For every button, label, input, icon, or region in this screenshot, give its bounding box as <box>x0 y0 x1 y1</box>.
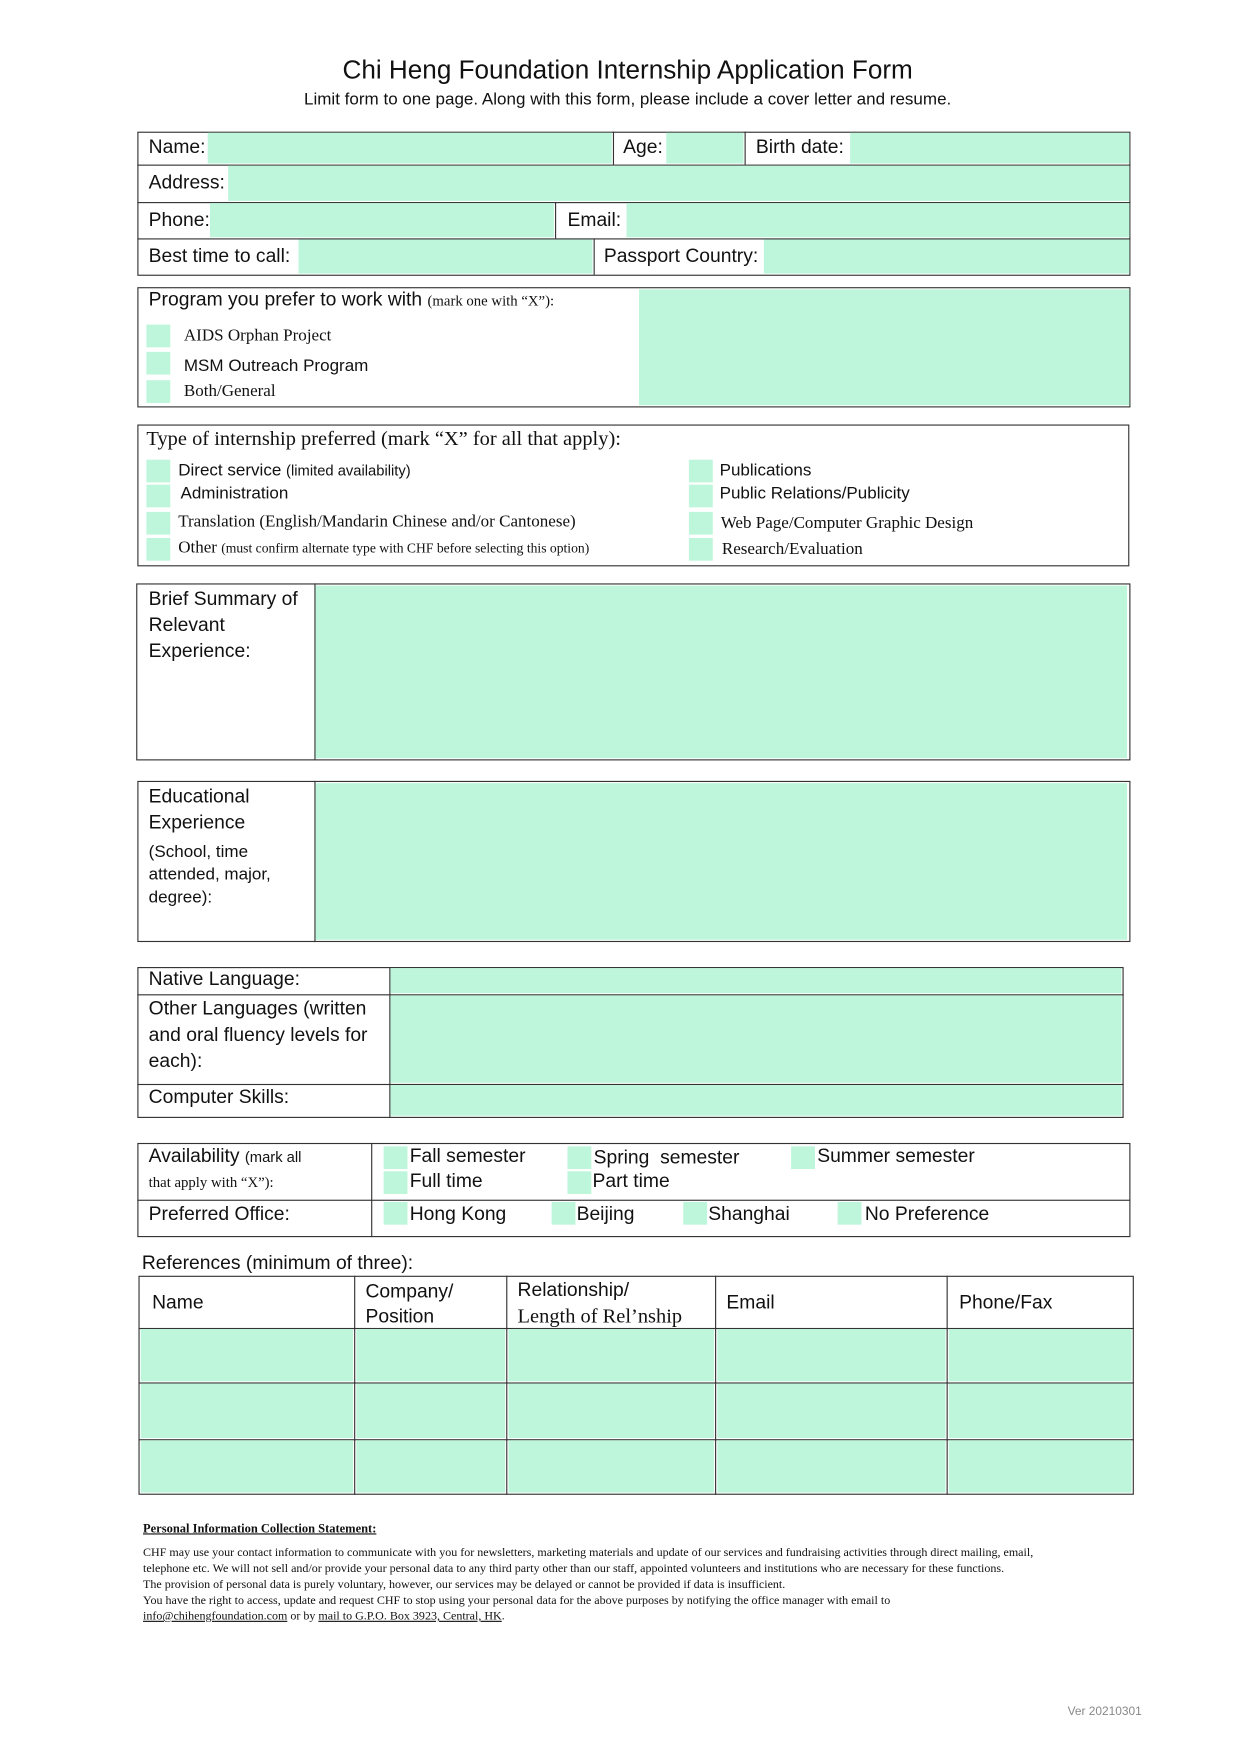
option-summer: Summer semester <box>817 1145 975 1167</box>
other-languages-field[interactable] <box>390 995 1121 1082</box>
direct-service-label: Direct service <box>178 460 282 481</box>
checkbox-summer[interactable] <box>791 1146 815 1169</box>
statement-body <box>143 1546 1033 1625</box>
option-shanghai: Shanghai <box>708 1203 790 1225</box>
reference-1-name-field[interactable] <box>141 1329 353 1381</box>
reference-2-name-field[interactable] <box>141 1384 353 1438</box>
checkbox-aids-orphan[interactable] <box>146 325 170 348</box>
column-header-name: Name <box>152 1291 204 1314</box>
address-field[interactable] <box>228 166 1129 201</box>
references-label: References (minimum of three): <box>141 1251 414 1274</box>
checkbox-other[interactable] <box>146 538 170 561</box>
statement-end: . <box>501 1610 505 1624</box>
option-aids-orphan: AIDS Orphan Project <box>183 326 332 346</box>
education-label: Educational Experience <box>148 785 250 834</box>
reference-2-relationship-field[interactable] <box>508 1384 713 1438</box>
program-heading <box>149 288 554 311</box>
page-title: Chi Heng Foundation Internship Application Form <box>342 54 913 84</box>
option-web-design: Web Page/Computer Graphic Design <box>720 514 974 533</box>
option-publications: Publications <box>719 460 812 481</box>
option-spring: Spring semester <box>593 1146 740 1168</box>
reference-3-relationship-field[interactable] <box>508 1440 713 1492</box>
option-other <box>178 539 589 558</box>
statement-line: The provision of personal data is purely voluntary, however, our services may be delayed or cannot be provided if data is insufficient. <box>143 1578 786 1592</box>
availability-note-2: that apply with “X”): <box>148 1173 274 1191</box>
computer-skills-label: Computer Skills: <box>148 1086 290 1108</box>
availability-label-text: Availability <box>148 1145 240 1167</box>
reference-1-email-field[interactable] <box>717 1329 945 1381</box>
best-time-field[interactable] <box>299 239 593 273</box>
reference-1-relationship-field[interactable] <box>508 1329 713 1381</box>
email-label: Email: <box>567 208 622 231</box>
name-field[interactable] <box>208 133 612 164</box>
program-note: (mark one with “X”): <box>427 291 555 309</box>
option-administration: Administration <box>180 483 289 503</box>
checkbox-public-relations[interactable] <box>689 485 713 508</box>
statement-line: CHF may use your contact information to communicate with you for newsletters, marketing materials and update of our services and fundraising activities through direct mailing, email, <box>143 1547 1034 1560</box>
option-direct-service <box>178 461 410 480</box>
checkbox-msm-outreach[interactable] <box>146 352 170 375</box>
column-header-relationship: Relationship/ <box>517 1279 630 1301</box>
option-msm-outreach: MSM Outreach Program <box>183 356 369 376</box>
column-header-company: Company/ Position <box>365 1280 454 1327</box>
checkbox-translation[interactable] <box>146 512 170 535</box>
reference-2-email-field[interactable] <box>717 1384 945 1438</box>
other-languages-label: Other Languages (written and oral fluency levels for each): <box>148 997 368 1072</box>
availability-label <box>149 1145 302 1168</box>
reference-3-name-field[interactable] <box>141 1440 353 1492</box>
availability-note-1: (mark all <box>244 1148 302 1166</box>
summary-label: Brief Summary of Relevant Experience: <box>148 587 298 662</box>
statement-line: telephone etc. We will not sell and/or provide your personal data to any third party other than our staff, appointed volunteers and institutions who are necessary for these functions. <box>143 1562 1005 1576</box>
option-fall: Fall semester <box>409 1145 526 1167</box>
option-research: Research/Evaluation <box>721 540 863 559</box>
checkbox-shanghai[interactable] <box>683 1202 707 1225</box>
page-subtitle: Limit form to one page. Along with this form, please include a cover letter and resume. <box>304 89 952 109</box>
statement-mid: or by <box>287 1610 319 1624</box>
native-language-label: Native Language: <box>148 968 300 990</box>
checkbox-administration[interactable] <box>146 485 170 508</box>
education-note: (School, time attended, major, degree): <box>148 842 271 907</box>
checkbox-full-time[interactable] <box>384 1171 408 1194</box>
checkbox-fall[interactable] <box>384 1146 408 1169</box>
checkbox-both-general[interactable] <box>146 380 170 403</box>
preferred-office-label: Preferred Office: <box>148 1203 290 1225</box>
passport-country-label: Passport Country: <box>603 245 759 267</box>
summary-field[interactable] <box>316 586 1128 759</box>
birth-date-label: Birth date: <box>755 136 844 158</box>
phone-label: Phone: <box>148 208 210 231</box>
other-label: Other <box>178 539 217 558</box>
checkbox-beijing[interactable] <box>552 1202 576 1225</box>
computer-skills-field[interactable] <box>390 1085 1121 1116</box>
version-label: Ver 20210301 <box>1067 1704 1142 1719</box>
option-public-relations: Public Relations/Publicity <box>719 483 910 503</box>
passport-country-field[interactable] <box>764 239 1129 273</box>
column-header-email: Email <box>726 1291 775 1314</box>
other-note: (must confirm alternate type with CHF before selecting this option) <box>221 540 590 557</box>
statement-heading: Personal Information Collection Statement: <box>143 1522 377 1536</box>
statement-line: You have the right to access, update and request CHF to stop using your personal data for the above purposes by notifying the office manager with email to <box>143 1594 891 1608</box>
education-field[interactable] <box>316 783 1128 940</box>
internship-heading: Type of internship preferred (mark “X” for all that apply): <box>146 426 621 450</box>
best-time-label: Best time to call: <box>148 245 291 267</box>
checkbox-part-time[interactable] <box>568 1171 592 1194</box>
direct-service-note: (limited availability) <box>286 461 411 479</box>
native-language-field[interactable] <box>390 968 1121 993</box>
email-link[interactable]: info@chihengfoundation.com <box>143 1610 288 1624</box>
reference-1-phone-field[interactable] <box>949 1329 1132 1381</box>
age-field[interactable] <box>666 133 743 164</box>
checkbox-direct-service[interactable] <box>146 460 170 483</box>
reference-3-email-field[interactable] <box>717 1440 945 1492</box>
phone-field[interactable] <box>210 203 554 237</box>
reference-3-company-field[interactable] <box>356 1440 505 1492</box>
option-part-time: Part time <box>592 1170 670 1192</box>
option-beijing: Beijing <box>576 1203 635 1225</box>
birth-date-field[interactable] <box>850 133 1129 164</box>
option-no-preference: No Preference <box>864 1203 990 1225</box>
checkbox-publications[interactable] <box>689 460 713 483</box>
option-both-general: Both/General <box>183 382 276 401</box>
program-notes-field[interactable] <box>639 289 1129 405</box>
column-header-length: Length of Rel’nship <box>517 1304 683 1327</box>
checkbox-hong-kong[interactable] <box>384 1202 408 1225</box>
column-header-phone: Phone/Fax <box>959 1291 1053 1314</box>
age-label: Age: <box>623 136 663 158</box>
name-label: Name: <box>148 136 206 158</box>
email-field[interactable] <box>627 203 1130 237</box>
reference-3-phone-field[interactable] <box>949 1440 1132 1492</box>
address-label: Address: <box>148 171 225 193</box>
program-heading-text: Program you prefer to work with <box>148 288 423 310</box>
reference-2-company-field[interactable] <box>356 1384 505 1438</box>
checkbox-research[interactable] <box>689 538 713 561</box>
reference-1-company-field[interactable] <box>356 1329 505 1381</box>
mail-address-link[interactable]: mail to G.P.O. Box 3923, Central, HK <box>318 1610 502 1624</box>
checkbox-web-design[interactable] <box>689 512 713 535</box>
checkbox-no-preference[interactable] <box>838 1202 862 1225</box>
reference-2-phone-field[interactable] <box>949 1384 1132 1438</box>
checkbox-spring[interactable] <box>568 1146 592 1169</box>
option-hong-kong: Hong Kong <box>409 1203 507 1225</box>
option-full-time: Full time <box>409 1170 483 1192</box>
option-translation: Translation (English/Mandarin Chinese and/or Cantonese) <box>178 513 576 532</box>
